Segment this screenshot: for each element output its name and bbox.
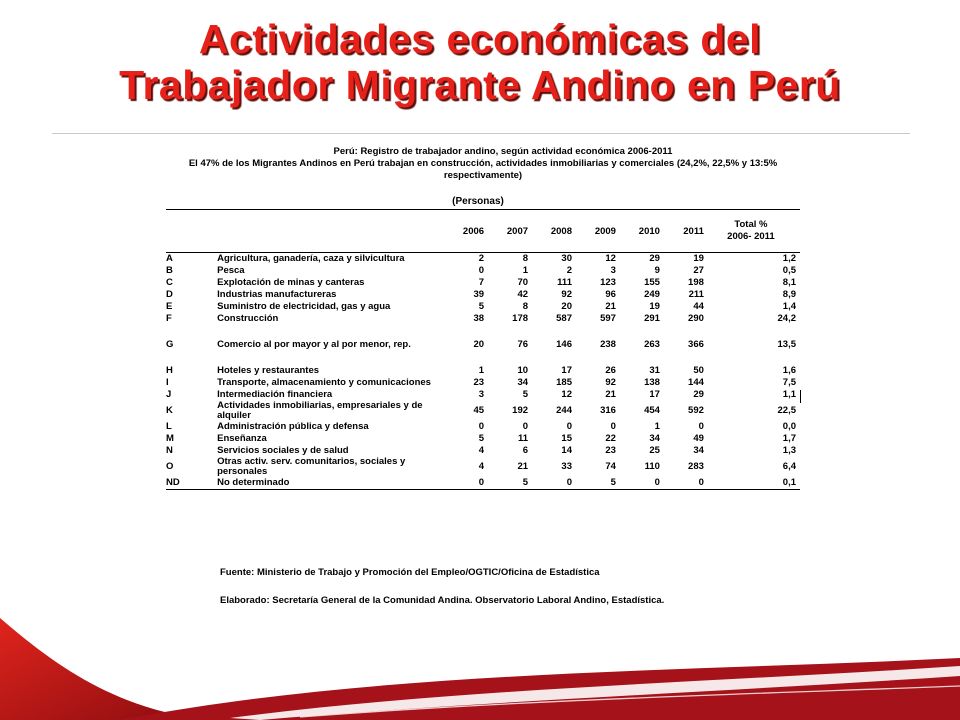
row-year-value: 123 xyxy=(600,277,616,288)
table-row xyxy=(166,365,800,377)
table-row xyxy=(166,421,800,433)
row-year-value: 17 xyxy=(649,389,660,400)
row-year-value: 15 xyxy=(561,433,572,444)
row-year-value: 244 xyxy=(556,405,572,416)
row-total-percent: 1,1 xyxy=(782,389,796,400)
text-cursor-mark xyxy=(800,390,801,403)
row-year-value: 34 xyxy=(693,445,704,456)
row-year-value: 92 xyxy=(605,377,616,388)
row-code: F xyxy=(166,313,172,324)
row-total-percent: 8,9 xyxy=(782,289,796,300)
table-row xyxy=(166,377,800,389)
row-total-percent: 24,2 xyxy=(777,313,796,324)
row-year-value: 5 xyxy=(486,477,530,490)
title-divider xyxy=(52,133,910,134)
slide-title-line-2: Trabajador Migrante Andino en Perú xyxy=(119,62,841,108)
row-total-percent: 22,5 xyxy=(777,405,796,416)
header-year: 2008 xyxy=(530,210,574,253)
row-year-value: 146 xyxy=(556,339,572,350)
row-year-value: 33 xyxy=(561,461,572,472)
row-year-value: 74 xyxy=(605,461,616,472)
row-year-value: 11 xyxy=(517,433,529,444)
row-year-value: 19 xyxy=(649,301,660,312)
row-year-value: 21 xyxy=(605,301,616,312)
row-year-value: 597 xyxy=(600,313,616,324)
row-year-value: 0 xyxy=(522,421,529,432)
row-activity-name: Administración pública y defensa xyxy=(217,421,369,432)
table-row xyxy=(166,313,800,325)
row-code: H xyxy=(166,365,173,376)
row-year-value: 290 xyxy=(688,313,704,324)
row-year-value: 316 xyxy=(600,405,616,416)
row-code: M xyxy=(166,433,174,444)
row-year-value: 3 xyxy=(610,265,616,276)
row-year-value: 198 xyxy=(688,277,704,288)
slide-title xyxy=(0,16,960,108)
table-row xyxy=(166,401,800,421)
row-year-value: 30 xyxy=(561,253,572,264)
row-year-value: 144 xyxy=(688,377,704,388)
swoosh-wave xyxy=(120,658,960,720)
row-year-value: 5 xyxy=(522,389,529,400)
row-year-value: 29 xyxy=(693,389,704,400)
header-year: 2006 xyxy=(442,210,486,253)
row-year-value: 110 xyxy=(644,461,660,472)
row-activity-name: Intermediación financiera xyxy=(217,389,333,400)
row-code: N xyxy=(166,445,173,456)
row-year-value: 0 xyxy=(530,477,574,490)
table-row xyxy=(166,265,800,277)
header-total-line-1: Total % xyxy=(734,219,768,230)
table-unit-label: (Personas) xyxy=(452,196,504,207)
row-activity-name: Transporte, almacenamiento y comunicaciones xyxy=(217,377,431,388)
row-year-value: 454 xyxy=(644,405,660,416)
swoosh-base xyxy=(0,618,210,720)
row-activity-name: Comercio al por mayor y al por menor, rep. xyxy=(217,339,411,350)
row-year-value: 1 xyxy=(654,421,660,432)
row-code: J xyxy=(166,389,172,400)
row-year-value: 34 xyxy=(517,377,529,388)
row-year-value: 21 xyxy=(605,389,616,400)
row-code: I xyxy=(166,377,169,388)
row-year-value: 0 xyxy=(566,421,572,432)
row-activity-name: Hoteles y restaurantes xyxy=(217,365,320,376)
row-total-percent: 1,4 xyxy=(782,301,796,312)
row-year-value: 138 xyxy=(644,377,660,388)
row-year-value: 22 xyxy=(605,433,616,444)
row-code: L xyxy=(166,421,172,432)
row-year-value: 5 xyxy=(478,433,485,444)
row-year-value: 5 xyxy=(574,477,618,490)
row-total-percent: 13,5 xyxy=(777,339,796,350)
table-row xyxy=(166,301,800,313)
row-total-percent: 0,0 xyxy=(782,421,796,432)
row-year-value: 1 xyxy=(522,265,529,276)
row-year-value: 92 xyxy=(561,289,572,300)
row-total-percent: 1,2 xyxy=(782,253,796,264)
row-year-value: 12 xyxy=(605,253,616,264)
row-year-value: 1 xyxy=(478,365,485,376)
row-year-value: 366 xyxy=(688,339,704,350)
header-year: 2007 xyxy=(486,210,530,253)
row-year-value: 39 xyxy=(473,289,485,300)
header-activity xyxy=(217,210,442,253)
row-year-value: 111 xyxy=(557,277,572,288)
table-row xyxy=(166,289,800,301)
row-year-value: 23 xyxy=(473,377,485,388)
header-year: 2009 xyxy=(574,210,618,253)
row-activity-name: Suministro de electricidad, gas y agua xyxy=(217,301,391,312)
table-row xyxy=(166,277,800,289)
header-code xyxy=(166,210,217,253)
row-activity-name: Otras activ. serv. comunitarios, sociales y personales xyxy=(217,456,406,477)
row-year-value: 178 xyxy=(512,313,529,324)
table-row xyxy=(166,477,800,490)
row-year-value: 155 xyxy=(644,277,660,288)
row-code: K xyxy=(166,405,173,416)
row-year-value: 3 xyxy=(478,389,485,400)
row-total-percent: 0,5 xyxy=(782,265,796,276)
row-year-value: 50 xyxy=(693,365,704,376)
row-year-value: 96 xyxy=(605,289,616,300)
row-activity-name: Industrias manufactureras xyxy=(217,289,337,300)
row-total-percent: 6,4 xyxy=(782,461,796,472)
row-activity-name: Construcción xyxy=(217,313,279,324)
row-year-value: 34 xyxy=(649,433,660,444)
header-total xyxy=(706,210,800,253)
row-year-value: 20 xyxy=(561,301,572,312)
row-year-value: 2 xyxy=(566,265,572,276)
row-year-value: 0 xyxy=(610,421,616,432)
row-year-value: 4 xyxy=(478,445,485,456)
row-year-value: 2 xyxy=(478,253,485,264)
row-year-value: 8 xyxy=(522,253,529,264)
row-year-value: 29 xyxy=(649,253,660,264)
row-year-value: 17 xyxy=(561,365,572,376)
row-year-value: 10 xyxy=(517,365,529,376)
row-code: G xyxy=(166,339,174,350)
row-code: ND xyxy=(166,477,217,490)
row-year-value: 5 xyxy=(478,301,485,312)
row-year-value: 592 xyxy=(688,405,704,416)
row-activity-name: Actividades inmobiliarias, empresariales y de alquiler xyxy=(217,400,423,421)
table-body xyxy=(166,253,800,490)
row-year-value: 587 xyxy=(556,313,572,324)
elaborated-note: Elaborado: Secretaría General de la Comunidad Andina. Observatorio Laboral Andino, Estadística. xyxy=(220,595,665,606)
row-year-value: 49 xyxy=(693,433,704,444)
table-row xyxy=(166,457,800,477)
row-year-value: 38 xyxy=(473,313,485,324)
row-year-value: 25 xyxy=(649,445,660,456)
row-total-percent: 1,6 xyxy=(782,365,796,376)
table-caption-title: Perú: Registro de trabajador andino, según actividad económica 2006-2011 xyxy=(333,146,673,157)
decorative-swoosh xyxy=(0,600,960,720)
row-year-value: 0 xyxy=(662,477,706,490)
row-year-value: 263 xyxy=(644,339,660,350)
row-activity-name: No determinado xyxy=(217,477,442,490)
row-total-percent: 0,1 xyxy=(706,477,800,490)
row-year-value: 4 xyxy=(478,461,485,472)
row-code: B xyxy=(166,265,173,276)
header-year: 2010 xyxy=(618,210,662,253)
row-code: C xyxy=(166,277,173,288)
row-year-value: 23 xyxy=(605,445,616,456)
header-total-line-2: 2006- 2011 xyxy=(727,231,775,242)
table-row xyxy=(166,433,800,445)
row-year-value: 0 xyxy=(698,421,704,432)
row-year-value: 7 xyxy=(478,277,485,288)
row-year-value: 44 xyxy=(693,301,704,312)
row-year-value: 45 xyxy=(473,405,485,416)
row-activity-name: Enseñanza xyxy=(217,433,267,444)
row-code: E xyxy=(166,301,173,312)
row-year-value: 76 xyxy=(517,339,529,350)
row-activity-name: Pesca xyxy=(217,265,245,276)
row-year-value: 249 xyxy=(644,289,660,300)
row-total-percent: 8,1 xyxy=(782,277,796,288)
row-year-value: 185 xyxy=(556,377,572,388)
row-year-value: 9 xyxy=(654,265,660,276)
row-year-value: 42 xyxy=(517,289,529,300)
row-spacer-cell xyxy=(166,351,800,365)
row-year-value: 192 xyxy=(512,405,529,416)
row-year-value: 26 xyxy=(605,365,616,376)
row-year-value: 27 xyxy=(693,265,704,276)
row-year-value: 211 xyxy=(688,289,704,300)
row-year-value: 291 xyxy=(644,313,660,324)
row-year-value: 0 xyxy=(478,265,485,276)
header-year: 2011 xyxy=(662,210,706,253)
row-code: D xyxy=(166,289,173,300)
row-code: O xyxy=(166,461,174,472)
row-year-value: 0 xyxy=(618,477,662,490)
row-code: A xyxy=(166,253,173,264)
table-header-row xyxy=(166,210,800,253)
row-year-value: 8 xyxy=(522,301,529,312)
row-year-value: 283 xyxy=(688,461,704,472)
row-year-value: 20 xyxy=(473,339,485,350)
row-total-percent: 1,3 xyxy=(782,445,796,456)
row-total-percent: 7,5 xyxy=(782,377,796,388)
activity-table xyxy=(166,209,800,490)
slide-title-line-1: Actividades económicas del xyxy=(198,16,762,62)
row-activity-name: Explotación de minas y canteras xyxy=(217,277,365,288)
row-year-value: 31 xyxy=(649,365,660,376)
row-year-value: 238 xyxy=(600,339,616,350)
row-spacer xyxy=(166,325,800,339)
row-year-value: 6 xyxy=(522,445,529,456)
row-year-value: 70 xyxy=(517,277,529,288)
table-row xyxy=(166,339,800,351)
row-year-value: 19 xyxy=(693,253,704,264)
table-caption-subtitle-cont: respectivamente) xyxy=(443,170,523,181)
row-year-value: 12 xyxy=(561,389,572,400)
row-year-value: 21 xyxy=(517,461,529,472)
row-year-value: 0 xyxy=(478,421,485,432)
row-activity-name: Agricultura, ganadería, caza y silvicultura xyxy=(217,253,405,264)
row-year-value: 14 xyxy=(561,445,572,456)
source-note: Fuente: Ministerio de Trabajo y Promoción del Empleo/OGTIC/Oficina de Estadística xyxy=(220,567,600,578)
row-spacer-cell xyxy=(166,325,800,339)
table-caption-subtitle: El 47% de los Migrantes Andinos en Perú trabajan en construcción, actividades inmobiliarias y comerciales (24,2%, 22,5% y 13:5% xyxy=(188,158,778,169)
row-spacer xyxy=(166,351,800,365)
table-figure xyxy=(166,146,800,490)
row-total-percent: 1,7 xyxy=(782,433,796,444)
table-row xyxy=(166,253,800,266)
row-year-value: 0 xyxy=(442,477,486,490)
row-activity-name: Servicios sociales y de salud xyxy=(217,445,349,456)
